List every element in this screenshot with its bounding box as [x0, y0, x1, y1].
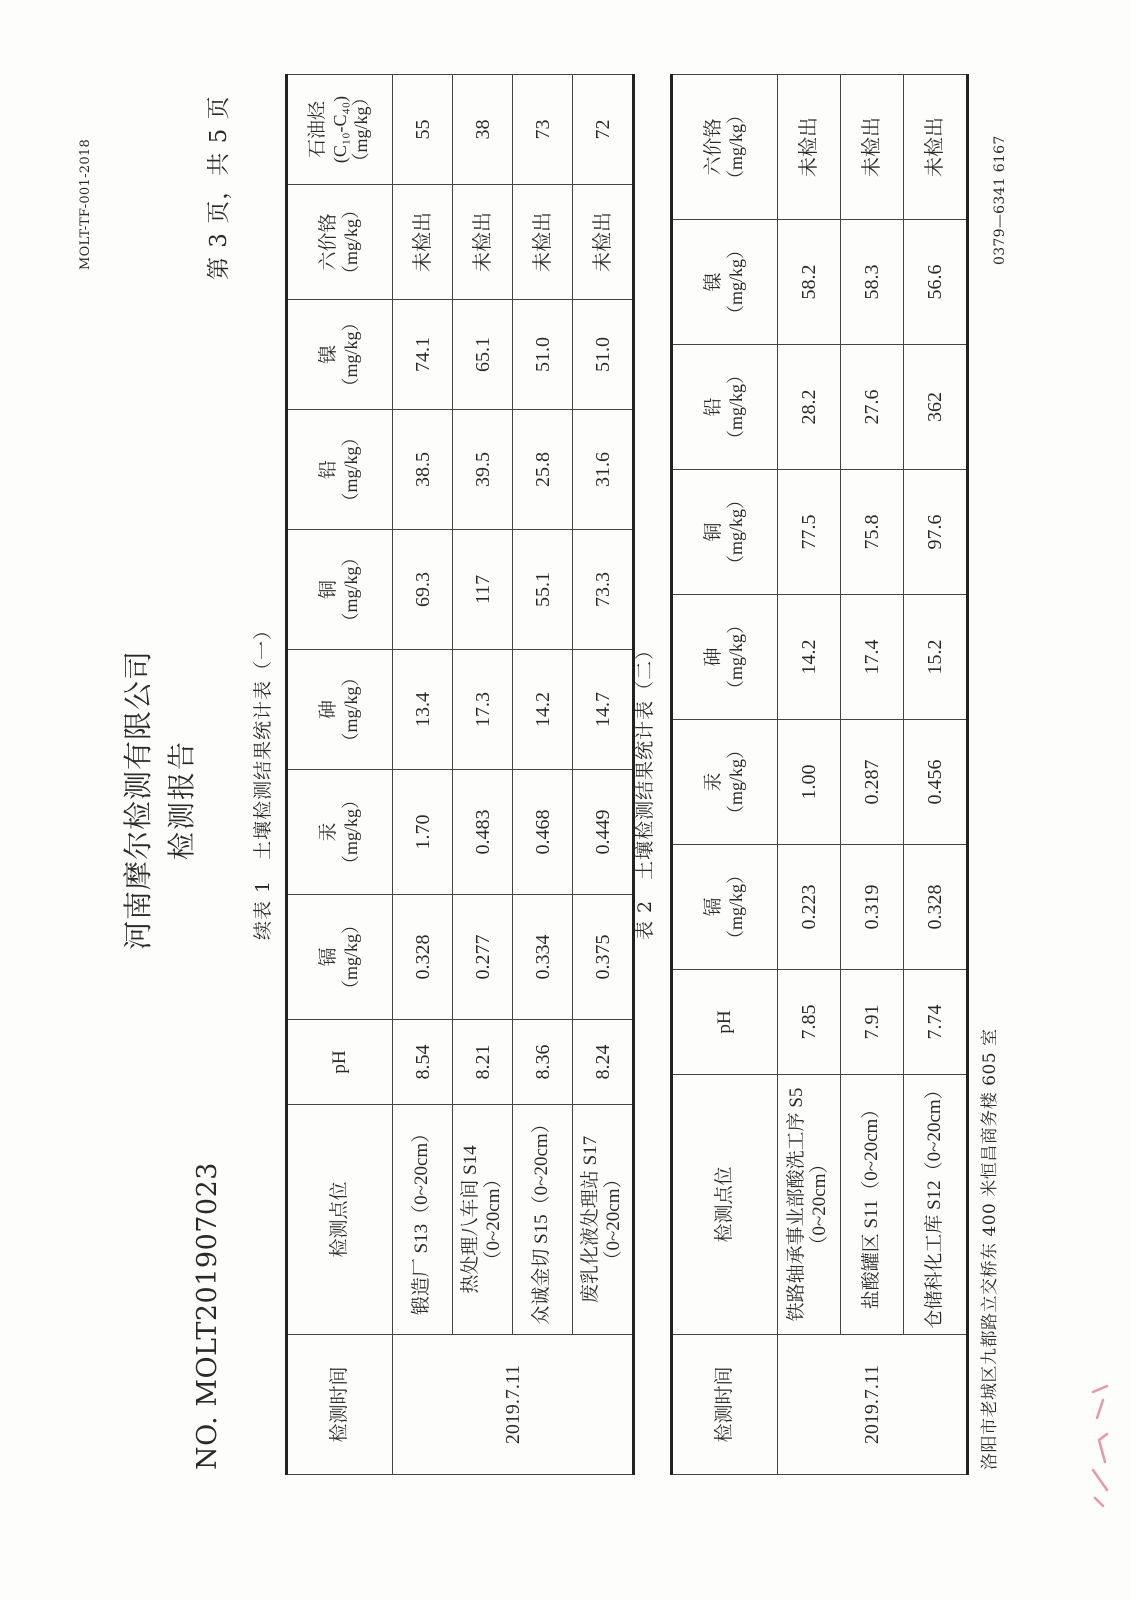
table1-header-cell: 镍 （mg/kg）: [287, 300, 393, 410]
table-cell: 117: [453, 530, 513, 650]
table-row: [904, 75, 968, 1475]
table-cell: 7.85: [778, 970, 841, 1075]
table2-header-cell: 检测点位: [672, 1075, 778, 1335]
table-cell: 未检出: [778, 75, 841, 220]
company-name: 河南摩尔检测有限公司: [121, 650, 155, 951]
page-indicator: 第 3 页，共 5 页: [206, 95, 232, 280]
sampling-date: 2019.7.11: [778, 1335, 968, 1475]
table-cell: 73.3: [573, 530, 634, 650]
table-cell: 51.0: [573, 300, 634, 410]
table1-header-cell: 铜 （mg/kg）: [287, 530, 393, 650]
soil-results-table-2: [670, 74, 969, 1475]
table-cell: 8.21: [453, 1020, 513, 1105]
sampling-site: 废乳化液处理站 S17（0~20cm）: [573, 1105, 634, 1335]
table1-header-cell: 砷 （mg/kg）: [287, 650, 393, 770]
table-cell: 0.277: [453, 895, 513, 1020]
table-cell: 72: [573, 75, 634, 185]
table1-header-row: [287, 75, 393, 1475]
table-cell: 17.4: [841, 595, 904, 720]
table-cell: 未检出: [841, 75, 904, 220]
table-row: [841, 75, 904, 1475]
table-cell: 0.319: [841, 845, 904, 970]
table1-header-cell: 镉 （mg/kg）: [287, 895, 393, 1020]
table-cell: 25.8: [513, 410, 573, 530]
table-cell: 14.2: [778, 595, 841, 720]
soil-results-table-1: [285, 74, 635, 1475]
table-cell: 1.00: [778, 720, 841, 845]
table1-header-cell: 铅 （mg/kg）: [287, 410, 393, 530]
table-cell: 362: [904, 345, 968, 470]
sampling-site: 锻造厂 S13（0~20cm）: [393, 1105, 453, 1335]
table-cell: 未检出: [393, 185, 453, 300]
table1-header-cell: 汞 （mg/kg）: [287, 770, 393, 895]
table1-header-cell: 六价铬 （mg/kg）: [287, 185, 393, 300]
table1-header-cell: 石油烃 (C₁₀-C₄₀)（mg/kg）: [287, 75, 393, 185]
table-cell: 58.2: [778, 220, 841, 345]
table-row: [573, 75, 634, 1475]
table2-header-cell: 六价铬 （mg/kg）: [672, 75, 778, 220]
footer-address: 洛阳市老城区九都路立交桥东 400 米恒昌商务楼 605 室: [980, 1028, 1000, 1470]
table2-header-cell: 镍 （mg/kg）: [672, 220, 778, 345]
table-cell: 56.6: [904, 220, 968, 345]
table2-header-cell: 铅 （mg/kg）: [672, 345, 778, 470]
table-cell: 65.1: [453, 300, 513, 410]
table-cell: 77.5: [778, 470, 841, 595]
table-cell: 14.2: [513, 650, 573, 770]
table-cell: 0.223: [778, 845, 841, 970]
sampling-site: 铁路轴承事业部酸洗工序 S5（0~20cm）: [778, 1075, 841, 1335]
table-cell: 75.8: [841, 470, 904, 595]
table-cell: 55: [393, 75, 453, 185]
footer-phone: 0379—6341 6167: [992, 135, 1008, 265]
table-cell: 39.5: [453, 410, 513, 530]
table-cell: 0.375: [573, 895, 634, 1020]
table-cell: 8.54: [393, 1020, 453, 1105]
table1-header-cell: 检测点位: [287, 1105, 393, 1335]
table-cell: 28.2: [778, 345, 841, 470]
table-cell: 38.5: [393, 410, 453, 530]
sampling-site: 仓储科化工库 S12（0~20cm）: [904, 1075, 968, 1335]
table-cell: 0.468: [513, 770, 573, 895]
document-code: MOLT-TF-001-2018: [78, 138, 93, 270]
table-cell: 1.70: [393, 770, 453, 895]
table-cell: 17.3: [453, 650, 513, 770]
sampling-site: 众诚金切 S15（0~20cm）: [513, 1105, 573, 1335]
table-cell: 0.334: [513, 895, 573, 1020]
report-number: NO. MOLT201907023: [192, 1162, 223, 1470]
table-row: [453, 75, 513, 1475]
table-cell: 38: [453, 75, 513, 185]
table2-header-cell: 汞 （mg/kg）: [672, 720, 778, 845]
table-row: [513, 75, 573, 1475]
table1-caption: 续表 1 土壤检测结果统计表（一）: [252, 619, 274, 940]
report-title: 检测报告: [165, 740, 198, 861]
table-cell: 未检出: [573, 185, 634, 300]
table2-header-cell: 砷 （mg/kg）: [672, 595, 778, 720]
table2-header-row: [672, 75, 778, 1475]
table-cell: 7.74: [904, 970, 968, 1075]
table-cell: 55.1: [513, 530, 573, 650]
table-cell: 14.7: [573, 650, 634, 770]
sampling-site: 盐酸罐区 S11（0~20cm）: [841, 1075, 904, 1335]
table2-header-cell: 镉 （mg/kg）: [672, 845, 778, 970]
table-cell: 0.449: [573, 770, 634, 895]
table-cell: 未检出: [904, 75, 968, 220]
table-cell: 8.36: [513, 1020, 573, 1105]
table-cell: 0.287: [841, 720, 904, 845]
table-row: [778, 75, 841, 1475]
table1-header-cell: 检测时间: [287, 1335, 393, 1475]
table-cell: 73: [513, 75, 573, 185]
table-cell: 未检出: [513, 185, 573, 300]
table-cell: 69.3: [393, 530, 453, 650]
table-cell: 74.1: [393, 300, 453, 410]
table-cell: 27.6: [841, 345, 904, 470]
table-cell: 58.3: [841, 220, 904, 345]
table-cell: 未检出: [453, 185, 513, 300]
sampling-site: 热处理八车间 S14（0~20cm）: [453, 1105, 513, 1335]
table-cell: 8.24: [573, 1020, 634, 1105]
table2-caption: 表 2 土壤检测结果统计表（二）: [634, 639, 656, 940]
table2-header-cell: 检测时间: [672, 1335, 778, 1475]
table-row: [393, 75, 453, 1475]
table-cell: 97.6: [904, 470, 968, 595]
table2-header-cell: 铜 （mg/kg）: [672, 470, 778, 595]
sampling-date: 2019.7.11: [393, 1335, 634, 1475]
table-cell: 15.2: [904, 595, 968, 720]
table-cell: 0.328: [393, 895, 453, 1020]
table-cell: 31.6: [573, 410, 634, 530]
table-cell: 7.91: [841, 970, 904, 1075]
table1-header-cell: pH: [287, 1020, 393, 1105]
table-cell: 51.0: [513, 300, 573, 410]
seal-stamp-fragment: [1085, 1380, 1115, 1510]
table-cell: 0.456: [904, 720, 968, 845]
table-cell: 0.328: [904, 845, 968, 970]
table-cell: 13.4: [393, 650, 453, 770]
table2-header-cell: pH: [672, 970, 778, 1075]
table-cell: 0.483: [453, 770, 513, 895]
